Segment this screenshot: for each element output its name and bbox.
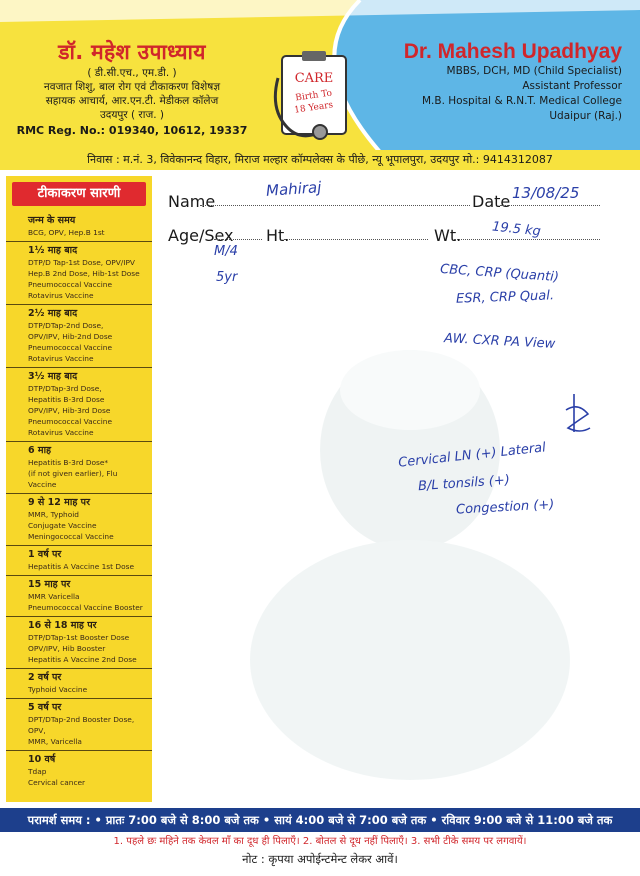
schedule-vaccine-line: OPV/IPV, Hib-2nd Dose [28,332,113,341]
height-underline [284,239,428,240]
schedule-vaccine-line: Pneumococcal Vaccine [28,343,113,352]
specialty-hindi: नवजात शिशु, बाल रोग एवं टीकाकरण विशेषज्ञ [43,81,221,93]
schedule-section [6,212,152,242]
care-instructions: 1. पहले छः महिने तक केवल माँ का दूध ही पिलाएँ। 2. बोतल से दूध नहीं पिलाएँ। 3. सभी टीके समय पर लगवायें। [113,836,527,847]
rmc-registration: RMC Reg. No.: 019340, 10612, 19337 [16,124,248,137]
post-english: Assistant Professor [522,80,622,92]
vaccination-schedule-title: टीकाकरण सारणी [12,182,146,206]
handwritten-signature-mark [562,392,592,440]
doctor-name-english: Dr. Mahesh Upadhyay [403,40,622,63]
handwritten-date: 13/08/25 [512,184,580,202]
schedule-section [6,368,152,442]
schedule-section [6,494,152,546]
schedule-vaccine-line: Hepatitis A Vaccine 2nd Dose [28,655,137,664]
schedule-vaccine-line: OPV/IPV, Hib-3rd Dose [28,406,111,415]
schedule-vaccine-line: DPT/DTap-2nd Booster Dose, [28,715,135,724]
schedule-heading: 10 वर्ष [28,754,56,765]
degrees-english: MBBS, DCH, MD (Child Specialist) [446,65,622,77]
baby-watermark-image [200,280,620,800]
badge-line1: Birth To [294,88,333,104]
schedule-vaccine-line: MMR, Varicella [28,737,82,746]
schedule-vaccine-line: Meningococcal Vaccine [28,532,114,541]
schedule-vaccine-line: MMR Varicella [28,592,80,601]
schedule-section [6,669,152,699]
schedule-vaccine-line: Tdap [28,767,47,776]
agesex-label: Age/Sex [168,226,234,245]
schedule-vaccine-line: Hepatitis B-3rd Dose* [28,458,109,467]
handwritten-tests-line3: AW. CXR PA View [443,331,556,352]
schedule-section [6,617,152,669]
schedule-vaccine-line: Hep.B 2nd Dose, Hib-1st Dose [28,269,140,278]
schedule-vaccine-line: OPV/IPV, Hib Booster [28,644,106,653]
doctor-info-hindi [12,38,252,137]
name-underline [200,205,470,206]
schedule-vaccine-line: Rotavirus Vaccine [28,354,94,363]
vaccination-schedule-list [6,212,152,791]
vaccination-schedule-sidebar [6,176,152,802]
doctor-name-hindi: डॉ. महेश उपाध्याय [58,40,206,64]
schedule-vaccine-line: DTP/D Tap-1st Dose, OPV/IPV [28,258,135,267]
schedule-heading: 3½ माह बाद [28,371,78,382]
badge-line2: 18 Years [293,100,334,116]
schedule-vaccine-line: Cervical cancer [28,778,86,787]
handwritten-sex: M/4 [214,244,238,259]
handwritten-exam-line1: Cervical LN (+) Lateral [397,440,547,471]
schedule-vaccine-line: MMR, Typhoid [28,510,79,519]
schedule-heading: 5 वर्ष पर [28,702,62,713]
date-underline [500,205,600,206]
schedule-heading: 2 वर्ष पर [28,672,62,683]
care-clipboard-logo [268,48,352,148]
consultation-timings: परामर्श समय : • प्रातः 7:00 बजे से 8:00 बजे तक • सायं 4:00 बजे से 7:00 बजे तक • रविवार 9:00 बजे से 11:00 बजे तक [0,808,640,832]
schedule-vaccine-line: DTP/DTap-3rd Dose, [28,384,102,393]
schedule-section [6,576,152,617]
schedule-vaccine-line: Pneumococcal Vaccine Booster [28,603,143,612]
city-hindi: उदयपुर ( राज. ) [99,109,165,121]
schedule-section [6,305,152,368]
schedule-heading: 1½ माह बाद [28,245,78,256]
handwritten-weight: 19.5 kg [491,219,542,240]
city-english: Udaipur (Raj.) [549,110,622,122]
schedule-section [6,442,152,494]
schedule-section [6,546,152,576]
height-label: Ht. [266,226,290,245]
badge-care-text: CARE [294,71,334,86]
schedule-heading: 16 से 18 माह पर [28,620,97,631]
schedule-heading: 15 माह पर [28,579,71,590]
weight-underline [454,239,600,240]
agesex-underline [214,239,262,240]
date-label: Date [472,192,511,211]
degrees-hindi: ( डी.सी.एच., एम.डी. ) [87,67,177,79]
schedule-vaccine-line: DTP/DTap-1st Booster Dose [28,633,130,642]
letterhead-header [0,0,640,152]
handwritten-age: 5yr [216,270,238,285]
post-hindi: सहायक आचार्य, आर.एन.टी. मेडीकल कॉलेज [45,95,219,107]
appointment-note: नोट : कृपया अपोईन्टमेन्ट लेकर आवें। [242,852,398,866]
doctor-info-english [402,40,622,124]
schedule-heading: 2½ माह बाद [28,308,78,319]
schedule-vaccine-line: Pneumococcal Vaccine [28,417,113,426]
schedule-heading: 1 वर्ष पर [28,549,62,560]
schedule-heading: जन्म के समय [28,215,76,226]
schedule-vaccine-line: DTP/DTap-2nd Dose, [28,321,104,330]
schedule-vaccine-line: Hepatitis B-3rd Dose [28,395,105,404]
schedule-vaccine-line: Rotavirus Vaccine [28,428,94,437]
schedule-heading: 9 से 12 माह पर [28,497,90,508]
schedule-section [6,699,152,751]
handwritten-exam-line3: Congestion (+) [455,497,555,518]
schedule-vaccine-line: Typhoid Vaccine [28,685,88,694]
handwritten-name: Mahiraj [265,178,322,200]
college-english: M.B. Hospital & R.N.T. Medical College [421,95,622,107]
schedule-section [6,242,152,305]
schedule-vaccine-line: Hepatitis A Vaccine 1st Dose [28,562,135,571]
schedule-vaccine-line: Conjugate Vaccine [28,521,97,530]
schedule-vaccine-line: Rotavirus Vaccine [28,291,94,300]
schedule-vaccine-line: BCG, OPV, Hep.B 1st [28,228,105,237]
name-label: Name [168,192,216,211]
weight-label: Wt. [434,226,462,245]
residence-address: निवास : म.नं. 3, विवेकानन्द विहार, मिराज मल्हार कॉम्पलेक्स के पीछे, न्यू भूपालपुरा, उदयपुर मो.: 9414312087 [0,150,640,170]
handwritten-exam-line2: B/L tonsils (+) [417,472,511,495]
schedule-heading: 6 माह [28,445,52,456]
schedule-vaccine-line: OPV, [28,726,46,735]
handwritten-tests-line1: CBC, CRP (Quanti) [439,261,560,286]
handwritten-tests-line2: ESR, CRP Qual. [455,288,555,307]
schedule-vaccine-line: Pneumococcal Vaccine [28,280,113,289]
schedule-section [6,751,152,791]
schedule-vaccine-line: (if not given earlier), Flu Vaccine [28,469,118,489]
